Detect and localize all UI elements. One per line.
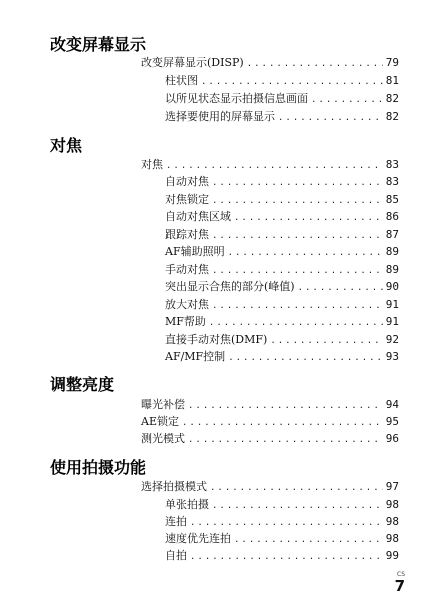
toc-page-number: 90 [385, 280, 399, 293]
toc-page-number: 83 [385, 158, 399, 171]
toc-entry-text: 对焦锁定 [165, 193, 209, 206]
section-heading-adjust-brightness: 调整亮度 [50, 375, 115, 394]
toc-entry[interactable] [141, 413, 399, 430]
toc-entry[interactable] [141, 478, 399, 495]
toc-entry-text: 改变屏幕显示(DISP) [141, 56, 244, 69]
toc-entry[interactable] [165, 243, 399, 260]
toc-page-number: 97 [385, 480, 399, 493]
toc-page-number: 82 [385, 110, 399, 123]
section-heading-shooting-functions: 使用拍摄功能 [50, 458, 147, 477]
toc-page-number: 94 [385, 398, 399, 411]
toc-entry[interactable] [141, 156, 399, 173]
toc-entry[interactable] [141, 430, 399, 447]
toc-entry[interactable] [165, 90, 399, 107]
toc-page-number: 91 [385, 298, 399, 311]
toc-entry[interactable] [165, 530, 399, 547]
toc-page-number: 87 [385, 228, 399, 241]
toc-leader-dots [311, 92, 383, 109]
toc-leader-dots [247, 56, 383, 73]
toc-page-number: 86 [385, 210, 399, 223]
toc-entry[interactable] [165, 108, 399, 125]
toc-entry-text: 跟踪对焦 [165, 228, 209, 241]
toc-page-number: 82 [385, 92, 399, 105]
toc-page-number: 93 [385, 350, 399, 363]
toc-page-number: 85 [385, 193, 399, 206]
toc-entry[interactable] [165, 278, 399, 295]
toc-entry-text: 对焦 [141, 158, 163, 171]
toc-leader-dots [298, 280, 383, 297]
toc-entry[interactable] [165, 496, 399, 513]
toc-entry-text: MF帮助 [165, 315, 206, 328]
toc-entry-text: AF/MF控制 [165, 350, 226, 363]
toc-entry-text: 以所见状态显示拍摄信息画面 [165, 92, 308, 105]
toc-leader-dots [278, 110, 383, 127]
section-heading-focus: 对焦 [50, 136, 83, 155]
toc-entry-text: 选择拍摄模式 [141, 480, 207, 493]
toc-leader-dots [228, 350, 383, 367]
toc-entry[interactable] [165, 547, 399, 564]
toc-page-number: 83 [385, 175, 399, 188]
toc-page-number: 91 [385, 315, 399, 328]
toc-page-number: 98 [385, 498, 399, 511]
toc-leader-dots [209, 315, 383, 332]
toc-entry[interactable] [165, 226, 399, 243]
toc-entry[interactable] [165, 331, 399, 348]
toc-entry-text: 放大对焦 [165, 298, 209, 311]
toc-entry[interactable] [141, 396, 399, 413]
toc-entry-text: AE锁定 [141, 415, 179, 428]
toc-entry[interactable] [165, 173, 399, 190]
toc-leader-dots [190, 549, 383, 566]
toc-entry[interactable] [165, 348, 399, 365]
toc-entry-text: 单张拍摄 [165, 498, 209, 511]
toc-entry[interactable] [165, 208, 399, 225]
language-code: CS [397, 571, 405, 578]
toc-entry-text: 柱状图 [165, 74, 198, 87]
section-heading-change-display: 改变屏幕显示 [50, 35, 147, 54]
toc-entry-text: 自拍 [165, 549, 187, 562]
toc-leader-dots [188, 432, 383, 449]
toc-entry-text: 突出显示合焦的部分(峰值) [165, 280, 295, 293]
toc-leader-dots [210, 480, 383, 497]
toc-leader-dots [228, 245, 383, 262]
toc-entry-text: AF辅助照明 [165, 245, 225, 258]
toc-entry[interactable] [165, 513, 399, 530]
page-number-block [395, 571, 405, 594]
toc-entry-text: 手动对焦 [165, 263, 209, 276]
toc-entry-text: 自动对焦区域 [165, 210, 231, 223]
toc-entry[interactable] [165, 72, 399, 89]
toc-page-number: 99 [385, 549, 399, 562]
toc-entry[interactable] [165, 191, 399, 208]
toc-entry-text: 连拍 [165, 515, 187, 528]
toc-entry-text: 测光模式 [141, 432, 185, 445]
toc-entry-text: 直接手动对焦(DMF) [165, 333, 268, 346]
toc-leader-dots [212, 175, 383, 192]
toc-entry-text: 自动对焦 [165, 175, 209, 188]
toc-page-number: 92 [385, 333, 399, 346]
toc-page-number: 98 [385, 515, 399, 528]
toc-entry-text: 选择要使用的屏幕显示 [165, 110, 275, 123]
toc-entry-text: 曝光补偿 [141, 398, 185, 411]
toc-page-number: 89 [385, 263, 399, 276]
toc-leader-dots [201, 74, 383, 91]
toc-page-number: 98 [385, 532, 399, 545]
toc-page-number: 95 [385, 415, 399, 428]
toc-page-number: 79 [385, 56, 399, 69]
toc-page-number: 96 [385, 432, 399, 445]
page-number: 7 [394, 577, 405, 595]
toc-entry[interactable] [165, 313, 399, 330]
toc-leader-dots [234, 210, 383, 227]
toc-entry[interactable] [141, 54, 399, 71]
toc-page-number: 89 [385, 245, 399, 258]
toc-entry[interactable] [165, 261, 399, 278]
toc-entry[interactable] [165, 296, 399, 313]
toc-entry-text: 速度优先连拍 [165, 532, 231, 545]
toc-page-number: 81 [385, 74, 399, 87]
